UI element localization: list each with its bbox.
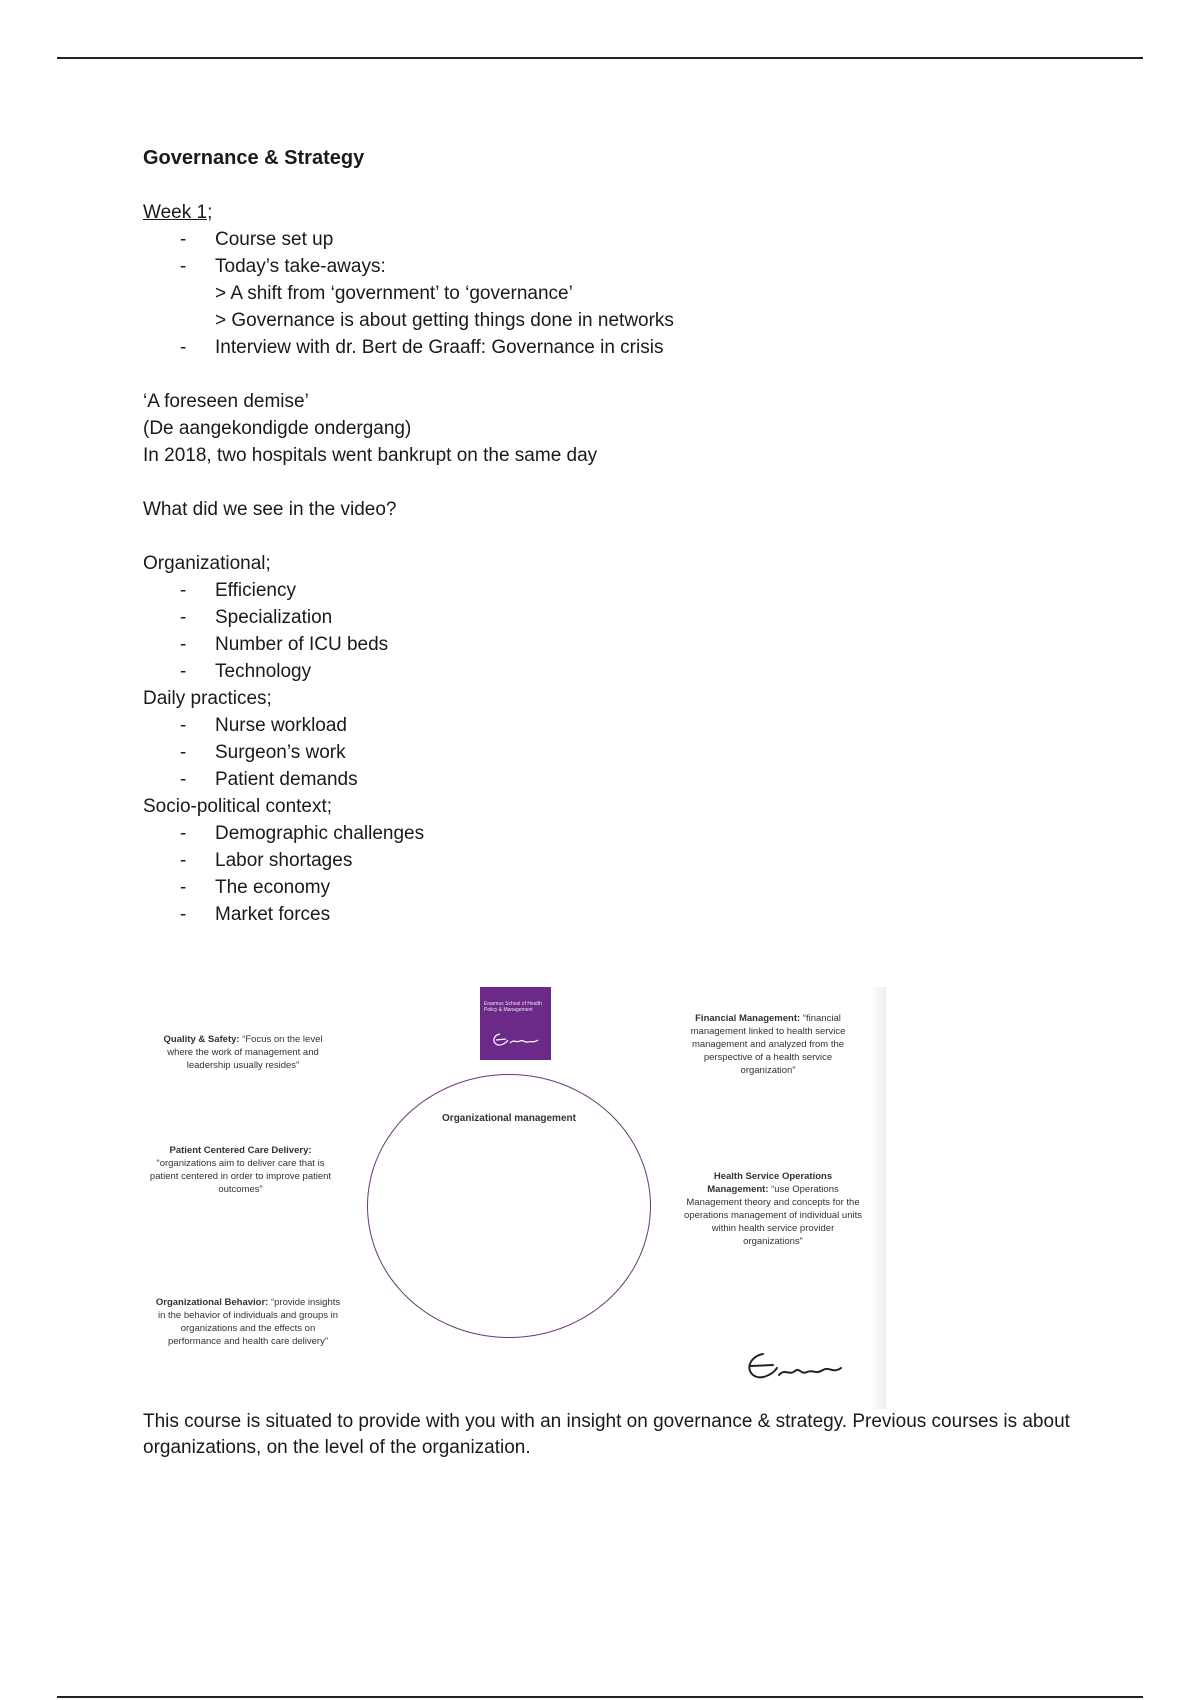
- circle-label: Organizational management: [442, 1113, 576, 1124]
- group-list: [143, 820, 1083, 928]
- week-heading: Week 1;: [143, 202, 213, 223]
- group-list: [143, 712, 1083, 793]
- financial-caption: Financial Management: “financial management linked to health service management and analyzed from the perspective of a health service organization”: [690, 1013, 846, 1076]
- video-question: What did we see in the video?: [143, 499, 397, 520]
- erasmus-logo: [480, 987, 551, 1060]
- list-item: - Demographic challenges: [143, 820, 1083, 847]
- takeaway-item: > A shift from ‘government’ to ‘governance’: [215, 283, 573, 304]
- list-item: - Surgeon’s work: [143, 739, 1083, 766]
- pccd-caption: Patient Centered Care Delivery: “organizations aim to deliver care that is patient centered in order to improve patient outcomes”: [149, 1145, 332, 1195]
- list-item: - Today’s take-aways:: [143, 253, 1083, 280]
- week-list: [143, 226, 1083, 280]
- group-heading: Organizational;: [143, 553, 271, 574]
- list-item: - Number of ICU beds: [143, 631, 1083, 658]
- summary-paragraph: This course is situated to provide with you with an insight on governance & strategy. Previous courses is about organizations, on the level of the organization.: [143, 1411, 1070, 1458]
- hso-caption: Health Service Operations Management: “use Operations Management theory and concepts for the operations management of individual units within health service provider organizations”: [684, 1171, 862, 1247]
- quality-safety-caption: Quality & Safety: “Focus on the level where the work of management and leadership usually resides”: [163, 1034, 323, 1071]
- list-item: - Market forces: [143, 901, 1083, 928]
- list-item: - Specialization: [143, 604, 1083, 631]
- logo-text: Erasmus School of Health Policy & Management: [484, 1001, 542, 1013]
- org-behavior-caption: Organizational Behavior: “provide insights in the behavior of individuals and groups in organizations and the effects on performance and health care delivery”: [155, 1297, 341, 1347]
- course-diagram: [143, 987, 886, 1409]
- list-item: - Course set up: [143, 226, 1083, 253]
- list-item: - The economy: [143, 874, 1083, 901]
- group-heading: Socio-political context;: [143, 796, 333, 817]
- demise-line: (De aangekondigde ondergang): [143, 418, 412, 439]
- list-item: - Interview with dr. Bert de Graaff: Governance in crisis: [143, 334, 1083, 361]
- list-item: - Nurse workload: [143, 712, 1083, 739]
- document-body: [143, 145, 1083, 928]
- top-rule: [57, 57, 1143, 59]
- list-item: - Technology: [143, 658, 1083, 685]
- signature-icon: [490, 1031, 542, 1049]
- list-item: - Labor shortages: [143, 847, 1083, 874]
- group-heading: Daily practices;: [143, 688, 272, 709]
- list-item: - Efficiency: [143, 577, 1083, 604]
- demise-line: ‘A foreseen demise’: [143, 391, 309, 412]
- group-list: [143, 577, 1083, 685]
- bottom-rule: [57, 1696, 1143, 1698]
- demise-line: In 2018, two hospitals went bankrupt on the same day: [143, 445, 598, 466]
- document-title: Governance & Strategy: [143, 147, 365, 169]
- list-item: - Patient demands: [143, 766, 1083, 793]
- erasmus-signature-icon: [741, 1350, 851, 1386]
- takeaway-item: > Governance is about getting things done in networks: [215, 310, 674, 331]
